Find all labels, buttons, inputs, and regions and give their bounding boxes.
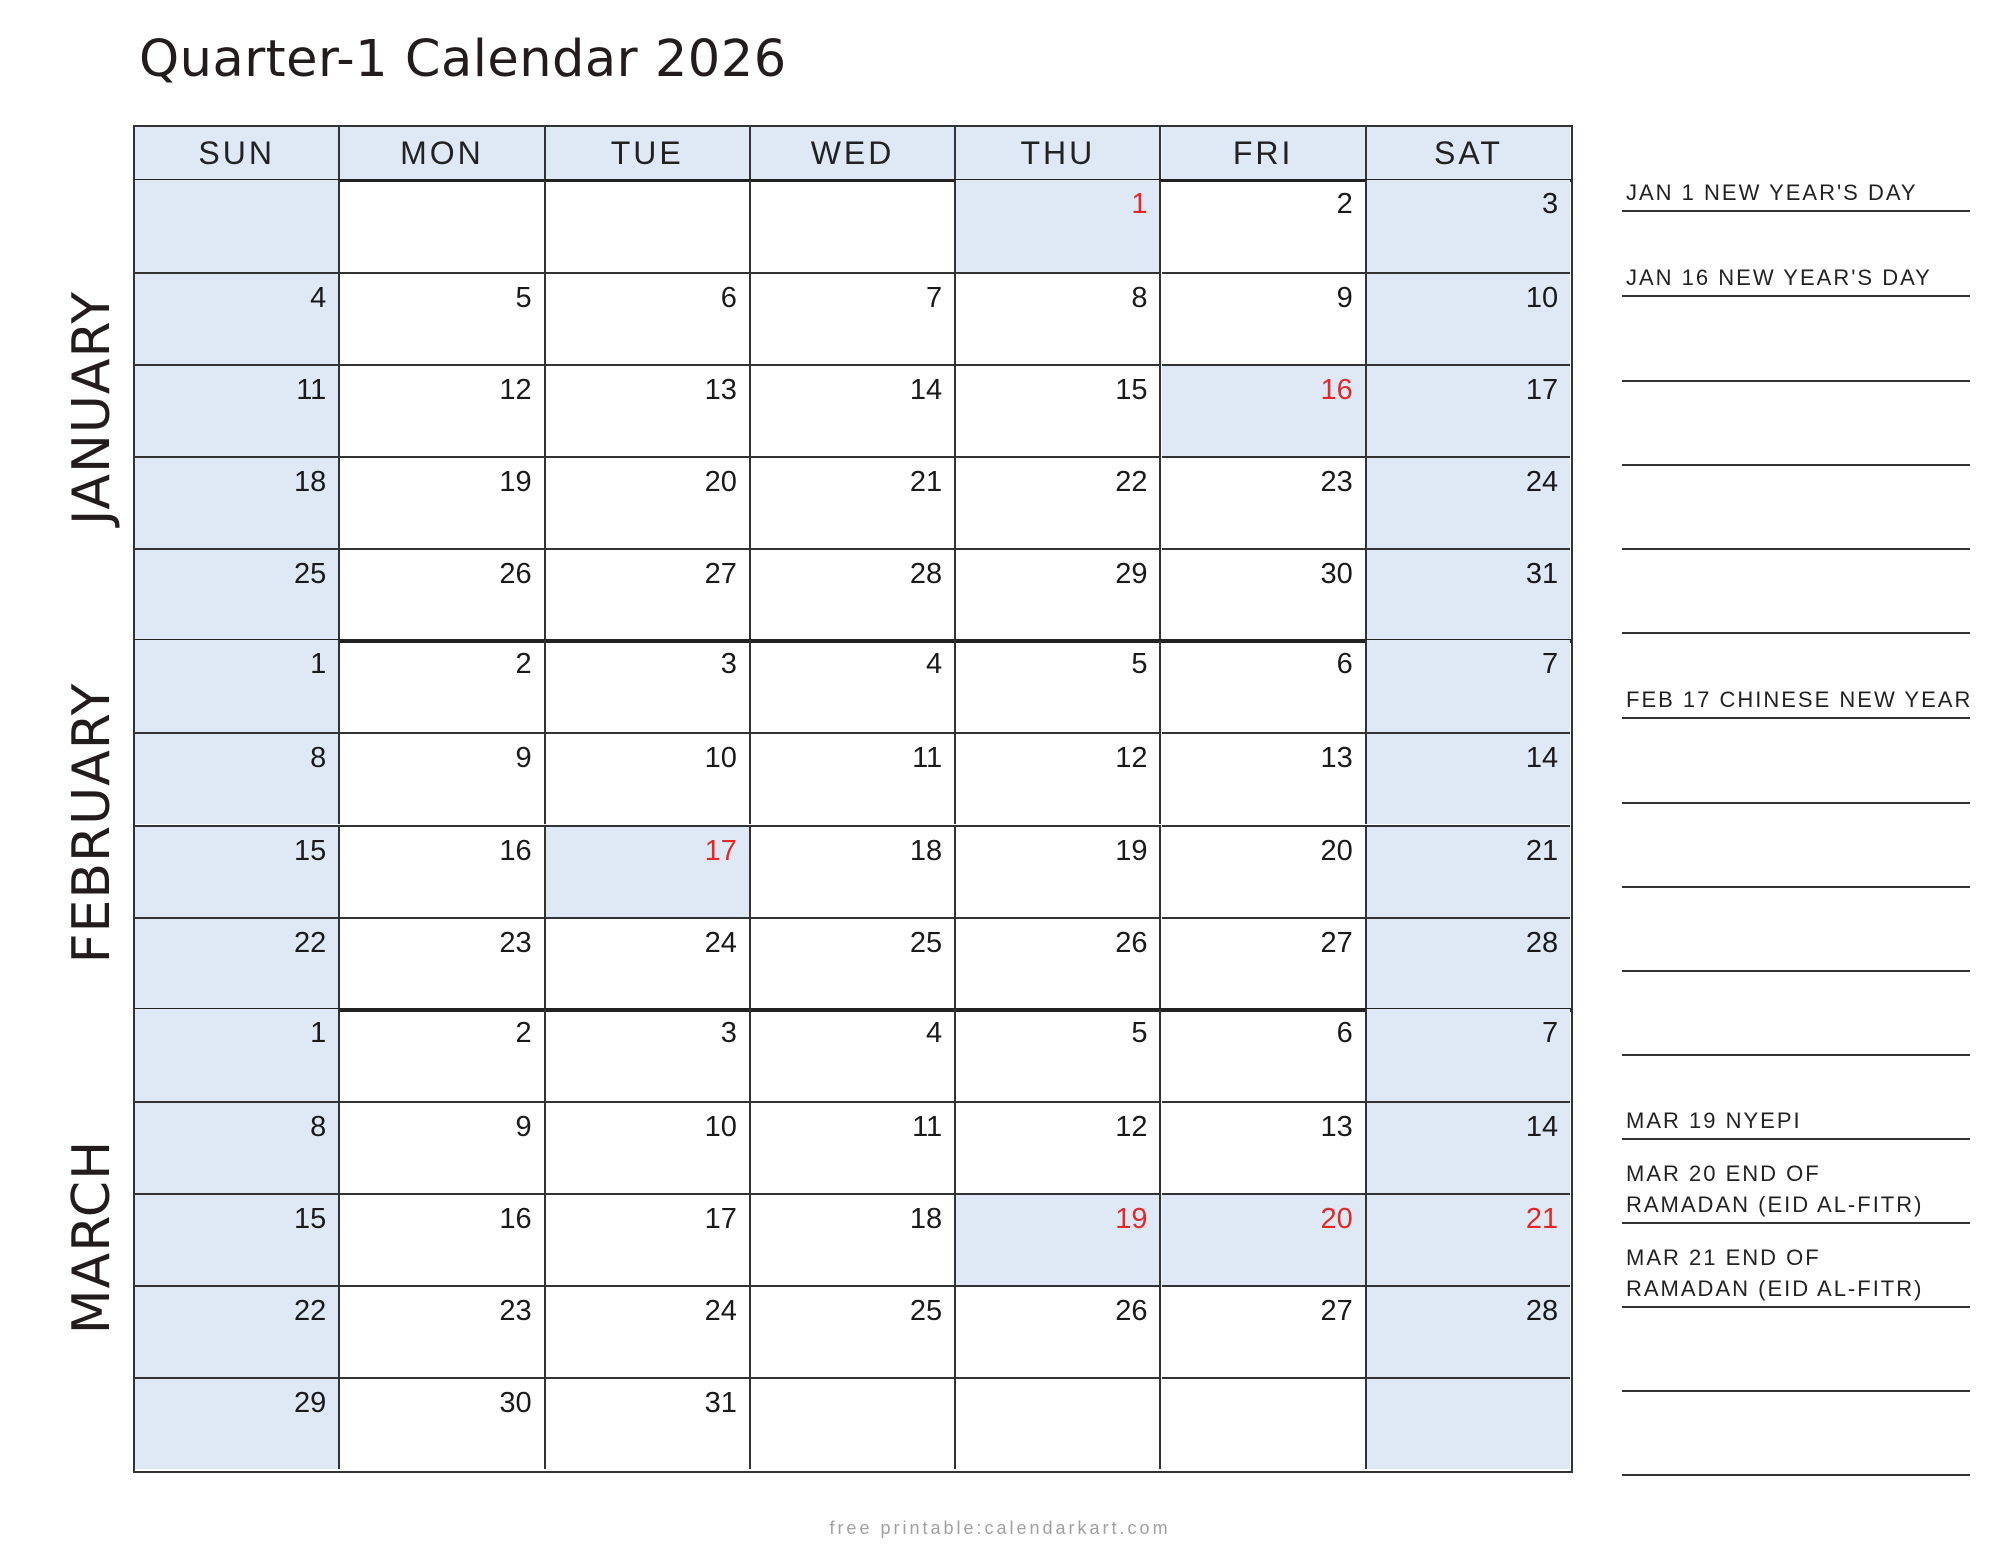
day-cell-february-27[interactable] bbox=[1162, 917, 1367, 1009]
day-number: 16 bbox=[499, 834, 532, 867]
note-line[interactable] bbox=[1622, 970, 1970, 972]
day-cell-march-23[interactable] bbox=[340, 1285, 545, 1377]
day-number: 1 bbox=[310, 1016, 327, 1049]
day-cell-march-16[interactable] bbox=[340, 1193, 545, 1285]
day-cell-february-19[interactable] bbox=[956, 825, 1161, 917]
day-number: 13 bbox=[1320, 742, 1353, 775]
note-line[interactable] bbox=[1622, 717, 1970, 719]
day-cell-february-16[interactable] bbox=[340, 825, 545, 917]
day-cell-march-11[interactable] bbox=[751, 1101, 956, 1193]
day-cell-january-27[interactable] bbox=[546, 548, 751, 640]
day-number: 11 bbox=[912, 742, 943, 775]
day-number: 10 bbox=[704, 742, 737, 775]
day-number: 12 bbox=[499, 374, 532, 407]
day-number: 17 bbox=[704, 1202, 737, 1235]
day-cell-february-6[interactable] bbox=[1162, 640, 1367, 732]
day-number: 24 bbox=[704, 926, 737, 959]
day-number: 29 bbox=[1115, 558, 1148, 591]
note-line[interactable] bbox=[1622, 1138, 1970, 1140]
day-cell-january-11[interactable] bbox=[135, 364, 340, 456]
holiday-note: MAR 20 END OF RAMADAN (EID AL-FITR) bbox=[1626, 1161, 1924, 1217]
day-number: 26 bbox=[1115, 926, 1148, 959]
day-number: 8 bbox=[310, 1110, 327, 1143]
day-cell-february-8[interactable] bbox=[135, 732, 340, 824]
day-cell-march-19[interactable] bbox=[956, 1193, 1161, 1285]
day-number: 25 bbox=[294, 558, 327, 591]
note-line[interactable] bbox=[1622, 1306, 1970, 1308]
day-cell-january-29[interactable] bbox=[956, 548, 1161, 640]
day-number: 3 bbox=[1541, 188, 1559, 220]
note-line[interactable] bbox=[1622, 802, 1970, 804]
weekday-header-mon: MON bbox=[340, 127, 545, 179]
day-number: 6 bbox=[720, 282, 737, 315]
day-number: 28 bbox=[1525, 1294, 1559, 1327]
day-cell-march-28[interactable] bbox=[1367, 1285, 1570, 1377]
day-cell-january-8[interactable] bbox=[956, 272, 1161, 364]
empty-day-cell[interactable] bbox=[546, 180, 751, 272]
note-line[interactable] bbox=[1622, 1054, 1970, 1056]
day-number: 12 bbox=[1115, 742, 1148, 775]
day-cell-february-11[interactable] bbox=[751, 732, 956, 824]
note-line[interactable] bbox=[1622, 548, 1970, 550]
week-row bbox=[135, 1009, 1571, 1101]
day-cell-february-18[interactable] bbox=[751, 825, 956, 917]
day-number: 21 bbox=[1525, 834, 1559, 867]
day-number: 17 bbox=[1525, 374, 1559, 407]
day-cell-march-14[interactable] bbox=[1367, 1101, 1570, 1193]
day-cell-march-31[interactable] bbox=[546, 1377, 751, 1469]
day-number: 4 bbox=[926, 1016, 943, 1049]
day-cell-january-15[interactable] bbox=[956, 364, 1161, 456]
day-cell-january-17[interactable] bbox=[1367, 364, 1570, 456]
day-number: 22 bbox=[294, 1294, 327, 1327]
day-number: 6 bbox=[1336, 648, 1353, 681]
day-cell-february-28[interactable] bbox=[1367, 917, 1570, 1009]
day-cell-february-26[interactable] bbox=[956, 917, 1161, 1009]
day-cell-january-9[interactable] bbox=[1162, 272, 1367, 364]
day-number: 1 bbox=[310, 648, 327, 681]
day-cell-february-7[interactable] bbox=[1367, 640, 1570, 732]
week-row bbox=[135, 364, 1571, 456]
empty-day-cell[interactable] bbox=[751, 180, 956, 272]
day-number: 7 bbox=[1541, 1016, 1559, 1049]
note-line[interactable] bbox=[1622, 464, 1970, 466]
week-row bbox=[135, 272, 1571, 364]
day-cell-february-5[interactable] bbox=[956, 640, 1161, 732]
weekday-header-sat: SAT bbox=[1367, 127, 1570, 179]
day-number: 1 bbox=[1131, 188, 1148, 220]
day-number: 27 bbox=[1320, 1294, 1353, 1327]
month-label-february: FEBRUARY bbox=[62, 682, 122, 963]
day-cell-february-15[interactable] bbox=[135, 825, 340, 917]
day-cell-march-29[interactable] bbox=[135, 1377, 340, 1469]
day-cell-march-10[interactable] bbox=[546, 1101, 751, 1193]
holiday-note: FEB 17 CHINESE NEW YEAR bbox=[1626, 687, 1973, 712]
week-row bbox=[135, 548, 1571, 640]
day-cell-january-5[interactable] bbox=[340, 272, 545, 364]
note-line[interactable] bbox=[1622, 1474, 1970, 1476]
day-number: 21 bbox=[909, 466, 943, 499]
day-cell-february-17[interactable] bbox=[546, 825, 751, 917]
day-number: 19 bbox=[1115, 1202, 1148, 1235]
day-number: 31 bbox=[704, 1386, 737, 1419]
day-number: 7 bbox=[1541, 648, 1559, 681]
holiday-note: MAR 19 NYEPI bbox=[1626, 1108, 1802, 1133]
day-cell-march-25[interactable] bbox=[751, 1285, 956, 1377]
note-line[interactable] bbox=[1622, 886, 1970, 888]
empty-day-cell[interactable] bbox=[956, 1377, 1161, 1469]
week-row bbox=[135, 1285, 1571, 1377]
day-cell-march-22[interactable] bbox=[135, 1285, 340, 1377]
day-number: 6 bbox=[1336, 1016, 1353, 1049]
day-cell-january-14[interactable] bbox=[751, 364, 956, 456]
note-line[interactable] bbox=[1622, 1222, 1970, 1224]
day-number: 10 bbox=[1525, 282, 1559, 315]
day-number: 8 bbox=[310, 742, 327, 775]
day-number: 21 bbox=[1525, 1202, 1559, 1235]
weekday-header-tue: TUE bbox=[546, 127, 751, 179]
day-cell-january-19[interactable] bbox=[340, 456, 545, 548]
day-cell-february-2[interactable] bbox=[340, 640, 545, 732]
day-cell-january-16[interactable] bbox=[1162, 364, 1367, 456]
note-line[interactable] bbox=[1622, 295, 1970, 297]
day-number: 15 bbox=[294, 1202, 327, 1235]
day-number: 4 bbox=[310, 282, 327, 315]
day-number: 28 bbox=[1525, 926, 1559, 959]
day-number: 8 bbox=[1131, 282, 1148, 315]
day-cell-january-26[interactable] bbox=[340, 548, 545, 640]
day-cell-march-15[interactable] bbox=[135, 1193, 340, 1285]
day-number: 5 bbox=[1131, 1016, 1148, 1049]
empty-day-cell[interactable] bbox=[135, 180, 340, 272]
day-number: 23 bbox=[499, 926, 532, 959]
note-line[interactable] bbox=[1622, 380, 1970, 382]
week-row bbox=[135, 732, 1571, 824]
week-row bbox=[135, 1377, 1571, 1469]
week-row bbox=[135, 1101, 1571, 1193]
day-number: 19 bbox=[1115, 834, 1148, 867]
day-number: 30 bbox=[499, 1386, 532, 1419]
day-number: 26 bbox=[499, 558, 532, 591]
day-number: 18 bbox=[909, 1202, 943, 1235]
day-cell-march-9[interactable] bbox=[340, 1101, 545, 1193]
day-number: 23 bbox=[1320, 466, 1353, 499]
day-cell-march-7[interactable] bbox=[1367, 1009, 1570, 1101]
day-cell-february-20[interactable] bbox=[1162, 825, 1367, 917]
day-cell-february-21[interactable] bbox=[1367, 825, 1570, 917]
day-cell-february-10[interactable] bbox=[546, 732, 751, 824]
day-cell-march-26[interactable] bbox=[956, 1285, 1161, 1377]
note-line[interactable] bbox=[1622, 1390, 1970, 1392]
week-row bbox=[135, 640, 1571, 732]
day-number: 28 bbox=[909, 558, 943, 591]
day-cell-february-3[interactable] bbox=[546, 640, 751, 732]
day-cell-march-5[interactable] bbox=[956, 1009, 1161, 1101]
day-cell-january-24[interactable] bbox=[1367, 456, 1570, 548]
day-cell-march-24[interactable] bbox=[546, 1285, 751, 1377]
day-cell-january-3[interactable] bbox=[1367, 180, 1570, 272]
day-number: 2 bbox=[515, 648, 532, 681]
empty-day-cell[interactable] bbox=[340, 180, 545, 272]
day-cell-march-6[interactable] bbox=[1162, 1009, 1367, 1101]
day-cell-february-23[interactable] bbox=[340, 917, 545, 1009]
day-number: 12 bbox=[1115, 1110, 1148, 1143]
day-cell-january-28[interactable] bbox=[751, 548, 956, 640]
day-number: 4 bbox=[926, 648, 943, 681]
day-cell-february-1[interactable] bbox=[135, 640, 340, 732]
empty-day-cell[interactable] bbox=[1162, 1377, 1367, 1469]
calendar-grid bbox=[133, 125, 1573, 1473]
day-number: 20 bbox=[1320, 834, 1353, 867]
day-cell-march-13[interactable] bbox=[1162, 1101, 1367, 1193]
day-number: 14 bbox=[1525, 1110, 1559, 1143]
day-number: 9 bbox=[1336, 282, 1353, 315]
day-cell-january-20[interactable] bbox=[546, 456, 751, 548]
month-label-march: MARCH bbox=[62, 1139, 122, 1335]
day-number: 30 bbox=[1320, 558, 1353, 591]
day-cell-january-23[interactable] bbox=[1162, 456, 1367, 548]
day-number: 17 bbox=[704, 834, 737, 867]
day-number: 18 bbox=[294, 466, 327, 499]
week-row bbox=[135, 917, 1571, 1009]
day-cell-january-10[interactable] bbox=[1367, 272, 1570, 364]
weekday-header-row bbox=[135, 127, 1571, 182]
day-number: 3 bbox=[720, 648, 737, 681]
day-number: 5 bbox=[515, 282, 532, 315]
day-number: 25 bbox=[909, 1294, 943, 1327]
day-cell-january-12[interactable] bbox=[340, 364, 545, 456]
day-number: 26 bbox=[1115, 1294, 1148, 1327]
page-title: Quarter-1 Calendar 2026 bbox=[139, 30, 787, 89]
day-cell-february-12[interactable] bbox=[956, 732, 1161, 824]
day-cell-february-22[interactable] bbox=[135, 917, 340, 1009]
day-number: 15 bbox=[294, 834, 327, 867]
day-cell-february-13[interactable] bbox=[1162, 732, 1367, 824]
day-number: 25 bbox=[909, 926, 943, 959]
day-number: 23 bbox=[499, 1294, 532, 1327]
day-number: 10 bbox=[704, 1110, 737, 1143]
day-cell-january-7[interactable] bbox=[751, 272, 956, 364]
day-cell-january-18[interactable] bbox=[135, 456, 340, 548]
day-cell-january-30[interactable] bbox=[1162, 548, 1367, 640]
weekday-header-sun: SUN bbox=[135, 127, 340, 179]
day-number: 22 bbox=[1115, 466, 1148, 499]
day-cell-february-14[interactable] bbox=[1367, 732, 1570, 824]
day-cell-january-2[interactable] bbox=[1162, 180, 1367, 272]
day-number: 3 bbox=[720, 1016, 737, 1049]
day-cell-february-24[interactable] bbox=[546, 917, 751, 1009]
day-cell-march-27[interactable] bbox=[1162, 1285, 1367, 1377]
day-cell-february-25[interactable] bbox=[751, 917, 956, 1009]
holiday-note: JAN 1 NEW YEAR'S DAY bbox=[1626, 180, 1918, 205]
day-number: 29 bbox=[294, 1386, 327, 1419]
day-cell-march-18[interactable] bbox=[751, 1193, 956, 1285]
day-number: 2 bbox=[1336, 188, 1353, 220]
day-number: 27 bbox=[1320, 926, 1353, 959]
day-number: 22 bbox=[294, 926, 327, 959]
day-cell-january-4[interactable] bbox=[135, 272, 340, 364]
day-cell-march-2[interactable] bbox=[340, 1009, 545, 1101]
day-cell-march-4[interactable] bbox=[751, 1009, 956, 1101]
day-cell-march-21[interactable] bbox=[1367, 1193, 1570, 1285]
day-number: 15 bbox=[1115, 374, 1148, 407]
day-number: 9 bbox=[515, 1110, 532, 1143]
holiday-note: MAR 21 END OF RAMADAN (EID AL-FITR) bbox=[1626, 1245, 1924, 1301]
day-number: 16 bbox=[1320, 374, 1353, 407]
weekday-header-thu: THU bbox=[956, 127, 1161, 179]
day-number: 11 bbox=[912, 1110, 943, 1143]
day-cell-march-30[interactable] bbox=[340, 1377, 545, 1469]
month-label-january: JANUARY bbox=[62, 291, 122, 526]
empty-day-cell[interactable] bbox=[751, 1377, 956, 1469]
day-number: 27 bbox=[704, 558, 737, 591]
day-number: 14 bbox=[909, 374, 943, 407]
day-number: 24 bbox=[1525, 466, 1559, 499]
day-cell-january-31[interactable] bbox=[1367, 548, 1570, 640]
day-cell-january-13[interactable] bbox=[546, 364, 751, 456]
note-line[interactable] bbox=[1622, 210, 1970, 212]
empty-day-cell[interactable] bbox=[1367, 1377, 1570, 1469]
week-row bbox=[135, 456, 1571, 548]
day-number: 20 bbox=[704, 466, 737, 499]
footer-credit: free printable:calendarkart.com bbox=[829, 1518, 1171, 1538]
day-cell-january-21[interactable] bbox=[751, 456, 956, 548]
day-cell-march-17[interactable] bbox=[546, 1193, 751, 1285]
week-row bbox=[135, 1193, 1571, 1285]
day-number: 13 bbox=[704, 374, 737, 407]
day-number: 2 bbox=[515, 1016, 532, 1049]
day-number: 16 bbox=[499, 1202, 532, 1235]
day-number: 11 bbox=[296, 374, 327, 407]
weekday-header-wed: WED bbox=[751, 127, 956, 179]
day-cell-march-8[interactable] bbox=[135, 1101, 340, 1193]
day-number: 31 bbox=[1525, 558, 1559, 591]
day-number: 14 bbox=[1525, 742, 1559, 775]
day-cell-march-20[interactable] bbox=[1162, 1193, 1367, 1285]
day-cell-march-3[interactable] bbox=[546, 1009, 751, 1101]
day-cell-january-6[interactable] bbox=[546, 272, 751, 364]
day-cell-february-9[interactable] bbox=[340, 732, 545, 824]
day-cell-february-4[interactable] bbox=[751, 640, 956, 732]
day-cell-january-1[interactable] bbox=[956, 180, 1161, 272]
day-cell-march-12[interactable] bbox=[956, 1101, 1161, 1193]
day-number: 20 bbox=[1320, 1202, 1353, 1235]
day-number: 5 bbox=[1131, 648, 1148, 681]
day-cell-january-22[interactable] bbox=[956, 456, 1161, 548]
day-cell-january-25[interactable] bbox=[135, 548, 340, 640]
week-row bbox=[135, 825, 1571, 917]
day-number: 13 bbox=[1320, 1110, 1353, 1143]
day-cell-march-1[interactable] bbox=[135, 1009, 340, 1101]
holiday-note: JAN 16 NEW YEAR'S DAY bbox=[1626, 265, 1932, 290]
note-line[interactable] bbox=[1622, 632, 1970, 634]
day-number: 7 bbox=[926, 282, 943, 315]
day-number: 18 bbox=[909, 834, 943, 867]
week-row bbox=[135, 180, 1571, 272]
weekday-header-fri: FRI bbox=[1162, 127, 1367, 179]
day-number: 24 bbox=[704, 1294, 737, 1327]
day-number: 19 bbox=[499, 466, 532, 499]
day-number: 9 bbox=[515, 742, 532, 775]
